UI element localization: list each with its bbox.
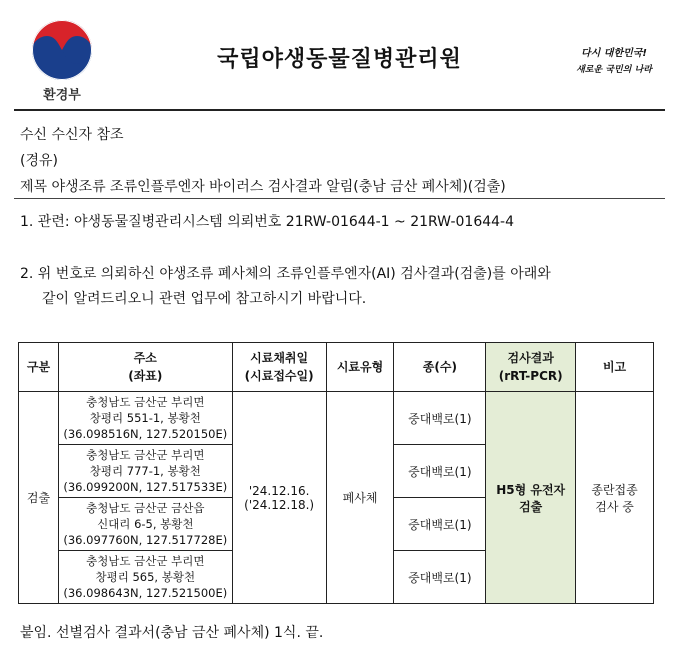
ministry-name: 환경부 bbox=[43, 88, 81, 103]
category-cell: 검출 bbox=[19, 392, 59, 604]
species-cell: 중대백로(1) bbox=[394, 445, 486, 498]
org-title: 국립야생동물질병관리원 bbox=[217, 47, 462, 72]
notice-item-line2: 같이 알려드리오니 관련 업무에 참고하시기 바랍니다. bbox=[42, 291, 367, 307]
slogan-line1: 다시 대한민국! bbox=[580, 48, 648, 59]
subject-line: 제목 야생조류 조류인플루엔자 바이러스 검사결과 알림(충남 금산 폐사체)(검출) bbox=[20, 179, 506, 195]
slogan-logo bbox=[571, 38, 657, 82]
header-result: 검사결과 (rRT-PCR) bbox=[486, 343, 576, 392]
notice-item-line1: 2. 위 번호로 의뢰하신 야생조류 폐사체의 조류인플루엔자(AI) 검사결과(검출)를 아래와 bbox=[20, 266, 551, 282]
address-cell: 충청남도 금산군 부리면 창평리 551-1, 봉황천 (36.098516N, 127.520150E) bbox=[58, 392, 232, 445]
result-cell: H5형 유전자 검출 bbox=[486, 392, 576, 604]
species-cell: 중대백로(1) bbox=[394, 498, 486, 551]
sample-type-cell: 폐사체 bbox=[326, 392, 394, 604]
recipient-line: 수신 수신자 참조 bbox=[20, 127, 124, 143]
subject-rule bbox=[14, 198, 665, 199]
attachment-line: 붙임. 선별검사 결과서(충남 금산 폐사체) 1식. 끝. bbox=[20, 625, 324, 641]
related-item: 1. 관련: 야생동물질병관리시스템 의뢰번호 21RW-01644-1 ~ 21RW-01644-4 bbox=[20, 214, 515, 230]
header-sample-type: 시료유형 bbox=[326, 343, 394, 392]
note-cell: 종란접종 검사 중 bbox=[576, 392, 654, 604]
species-cell: 중대백로(1) bbox=[394, 392, 486, 445]
address-cell: 충청남도 금산군 부리면 창평리 777-1, 봉황천 (36.099200N, 127.517533E) bbox=[58, 445, 232, 498]
species-cell: 중대백로(1) bbox=[394, 551, 486, 604]
header-category: 구분 bbox=[19, 343, 59, 392]
slogan-line2: 새로운 국민의 나라 bbox=[576, 65, 652, 75]
table-header-row bbox=[19, 343, 654, 392]
address-cell: 충청남도 금산군 부리면 창평리 565, 봉황천 (36.098643N, 127.521500E) bbox=[58, 551, 232, 604]
header-species: 종(수) bbox=[394, 343, 486, 392]
date-cell: '24.12.16. ('24.12.18.) bbox=[232, 392, 326, 604]
header-rule bbox=[14, 109, 665, 111]
table-row bbox=[19, 392, 654, 445]
results-table bbox=[18, 342, 654, 604]
via-line: (경유) bbox=[20, 153, 58, 169]
header-address: 주소 (좌표) bbox=[58, 343, 232, 392]
header-note: 비고 bbox=[576, 343, 654, 392]
header-date: 시료채취일 (시료접수일) bbox=[232, 343, 326, 392]
address-cell: 충청남도 금산군 금산읍 신대리 6-5, 봉황천 (36.097760N, 127.517728E) bbox=[58, 498, 232, 551]
